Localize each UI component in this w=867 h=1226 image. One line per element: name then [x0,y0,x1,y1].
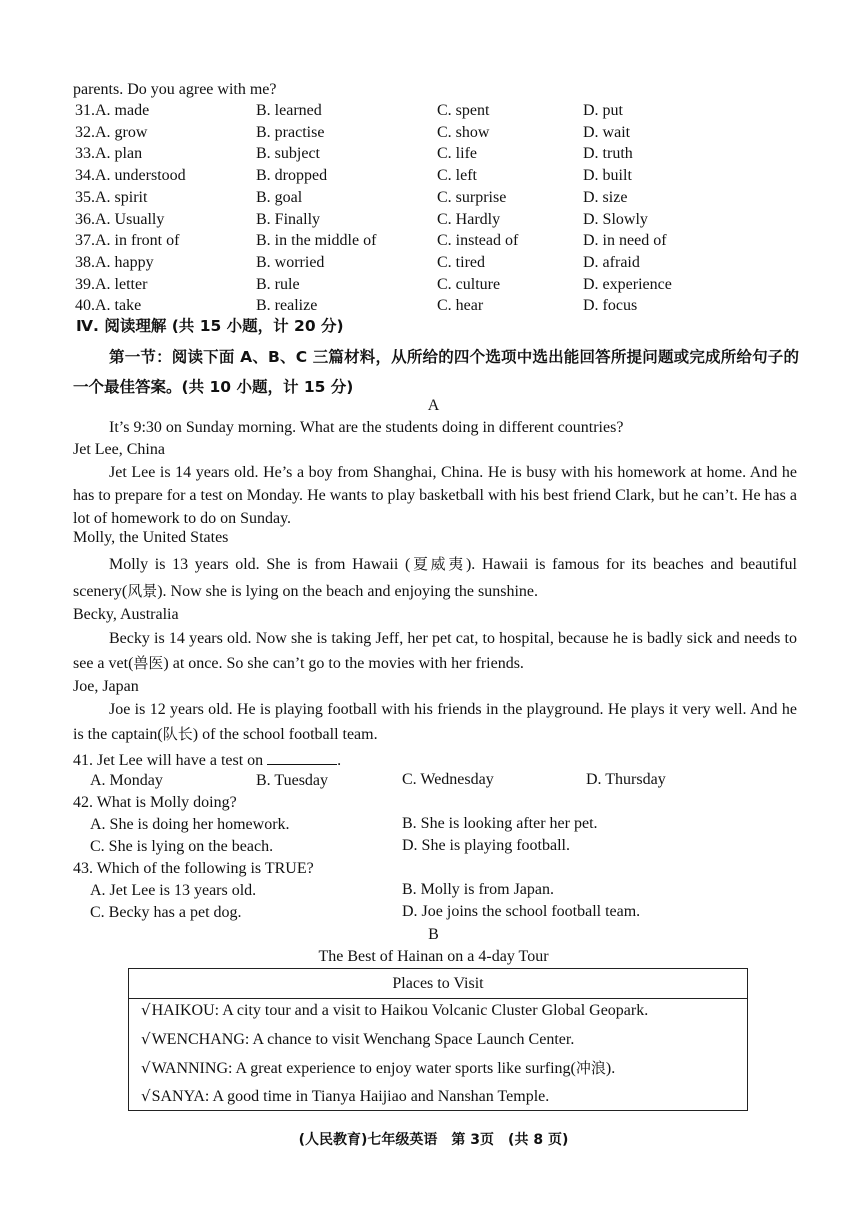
option-c: C. culture [437,276,501,293]
section-iv-title: Ⅳ. 阅读理解 (共 15 小题，计 20 分) [76,317,344,335]
person-text-jet-lee: Jet Lee is 14 years old. He’s a boy from Shanghai, China. He is busy with his homework at home. And he has to prepare for a test on Monday. He wants to play basketball with his best friend Clark, but he can’t. He has a lot of homework to do on Sunday. [73,464,797,527]
q41-option-d: D. Thursday [586,771,666,788]
question-41-stem: 41. Jet Lee will have a test on . [73,752,342,769]
question-number: 32. [75,124,95,141]
q43-option-c: C. Becky has a pet dog. [90,904,242,921]
option-a: A. understood [95,167,186,184]
option-a: A. Usually [95,211,165,228]
part1-instructions: 第一节：阅读下面 A、B、C 三篇材料，从所给的四个选项中选出能回答所提问题或完成所给句子的一个最佳答案。(共 10 小题，计 15 分) [73,348,799,396]
question-42-stem: 42. What is Molly doing? [73,794,237,811]
passage-a-intro: It’s 9:30 on Sunday morning. What are the students doing in different countries? [109,419,624,436]
option-a: A. letter [95,276,148,293]
checkmark-icon: √ [141,1030,151,1048]
option-b: B. practise [256,124,325,141]
person-text-joe: Joe is 12 years old. He is playing football with his friends in the playground. He plays it very well. And he is the captain(队长) of the school football team. [73,701,797,743]
cloze-row-35 [75,190,147,206]
option-b: B. realize [256,297,318,314]
person-name-jet-lee: Jet Lee, China [73,441,165,458]
person-name-becky: Becky, Australia [73,606,179,623]
table-row-haikou: √HAIKOU: A city tour and a visit to Haikou Volcanic Cluster Global Geopark. [141,1001,649,1019]
passage-b-title: The Best of Hainan on a 4-day Tour [318,948,549,965]
cloze-row-38 [75,255,154,271]
option-b: B. subject [256,145,320,162]
option-d: D. afraid [583,254,640,271]
cloze-row-37 [75,233,179,249]
cloze-row-40 [75,298,141,314]
cloze-row-39 [75,277,147,293]
q43-option-a: A. Jet Lee is 13 years old. [90,882,257,899]
option-d: D. put [583,102,623,119]
cloze-row-31 [75,103,149,119]
question-number: 38. [75,254,95,271]
cloze-row-33 [75,146,142,162]
passage-a-label: A [427,397,440,414]
option-a: A. take [95,297,142,314]
question-number: 34. [75,167,95,184]
question-number: 33. [75,145,95,162]
page-footer: (人民教育)七年级英语 第 3页 (共 8 页) [298,1132,569,1148]
option-a: A. plan [95,145,143,162]
answer-blank [267,751,337,765]
table-row-wenchang: √WENCHANG: A chance to visit Wenchang Space Launch Center. [141,1030,575,1048]
person-text-molly: Molly is 13 years old. She is from Hawaii (夏威夷). Hawaii is famous for its beaches and beautiful scenery(风景). Now she is lying on the beach and enjoying the sunshine. [73,555,797,600]
table-row-sanya: √SANYA: A good time in Tianya Haijiao and Nanshan Temple. [141,1087,550,1105]
table-row-wanning: √WANNING: A great experience to enjoy water sports like surfing(冲浪). [141,1059,616,1077]
option-d: D. experience [583,276,672,293]
option-b: B. dropped [256,167,328,184]
option-c: C. Hardly [437,211,501,228]
option-b: B. in the middle of [256,232,377,249]
option-a: A. in front of [95,232,180,249]
option-b: B. goal [256,189,303,206]
places-to-visit-table [128,968,748,1111]
cloze-row-34 [75,168,186,184]
option-d: D. built [583,167,632,184]
option-a: A. grow [95,124,148,141]
option-d: D. truth [583,145,633,162]
q41-option-b: B. Tuesday [256,772,329,789]
table-header: Places to Visit [129,969,747,999]
checkmark-icon: √ [141,1087,151,1105]
option-b: B. worried [256,254,325,271]
question-number: 37. [75,232,95,249]
option-a: A. spirit [95,189,148,206]
question-43-stem: 43. Which of the following is TRUE? [73,860,314,877]
person-name-molly: Molly, the United States [73,529,229,546]
option-b: B. learned [256,102,322,119]
option-a: A. happy [95,254,154,271]
intro-tail-text: parents. Do you agree with me? [73,81,277,98]
option-d: D. wait [583,124,631,141]
checkmark-icon: √ [141,1001,151,1019]
cloze-row-32 [75,125,147,141]
question-number: 35. [75,189,95,206]
question-number: 40. [75,297,95,314]
option-c: C. instead of [437,232,519,249]
q43-option-d: D. Joe joins the school football team. [402,903,641,920]
q41-option-a: A. Monday [90,772,163,789]
option-c: C. left [437,167,477,184]
q41-option-c: C. Wednesday [402,771,494,788]
question-number: 39. [75,276,95,293]
q43-option-b: B. Molly is from Japan. [402,881,554,898]
option-b: B. Finally [256,211,321,228]
person-name-joe: Joe, Japan [73,678,139,695]
option-c: C. life [437,145,477,162]
option-d: D. size [583,189,628,206]
option-c: C. hear [437,297,484,314]
option-b: B. rule [256,276,300,293]
q42-option-a: A. She is doing her homework. [90,816,290,833]
option-d: D. in need of [583,232,667,249]
option-c: C. show [437,124,490,141]
option-c: C. spent [437,102,490,119]
question-number: 36. [75,211,95,228]
checkmark-icon: √ [141,1059,151,1077]
option-d: D. focus [583,297,638,314]
q42-option-b: B. She is looking after her pet. [402,815,598,832]
option-c: C. surprise [437,189,507,206]
q42-option-c: C. She is lying on the beach. [90,838,274,855]
passage-b-label: B [428,926,439,943]
question-number: 31. [75,102,95,119]
option-a: A. made [95,102,150,119]
option-d: D. Slowly [583,211,648,228]
person-text-becky: Becky is 14 years old. Now she is taking Jeff, her pet cat, to hospital, because he is badly sick and needs to see a vet(兽医) at once. So she can’t go to the movies with her friends. [73,630,797,672]
cloze-row-36 [75,212,164,228]
option-c: C. tired [437,254,485,271]
q42-option-d: D. She is playing football. [402,837,570,854]
